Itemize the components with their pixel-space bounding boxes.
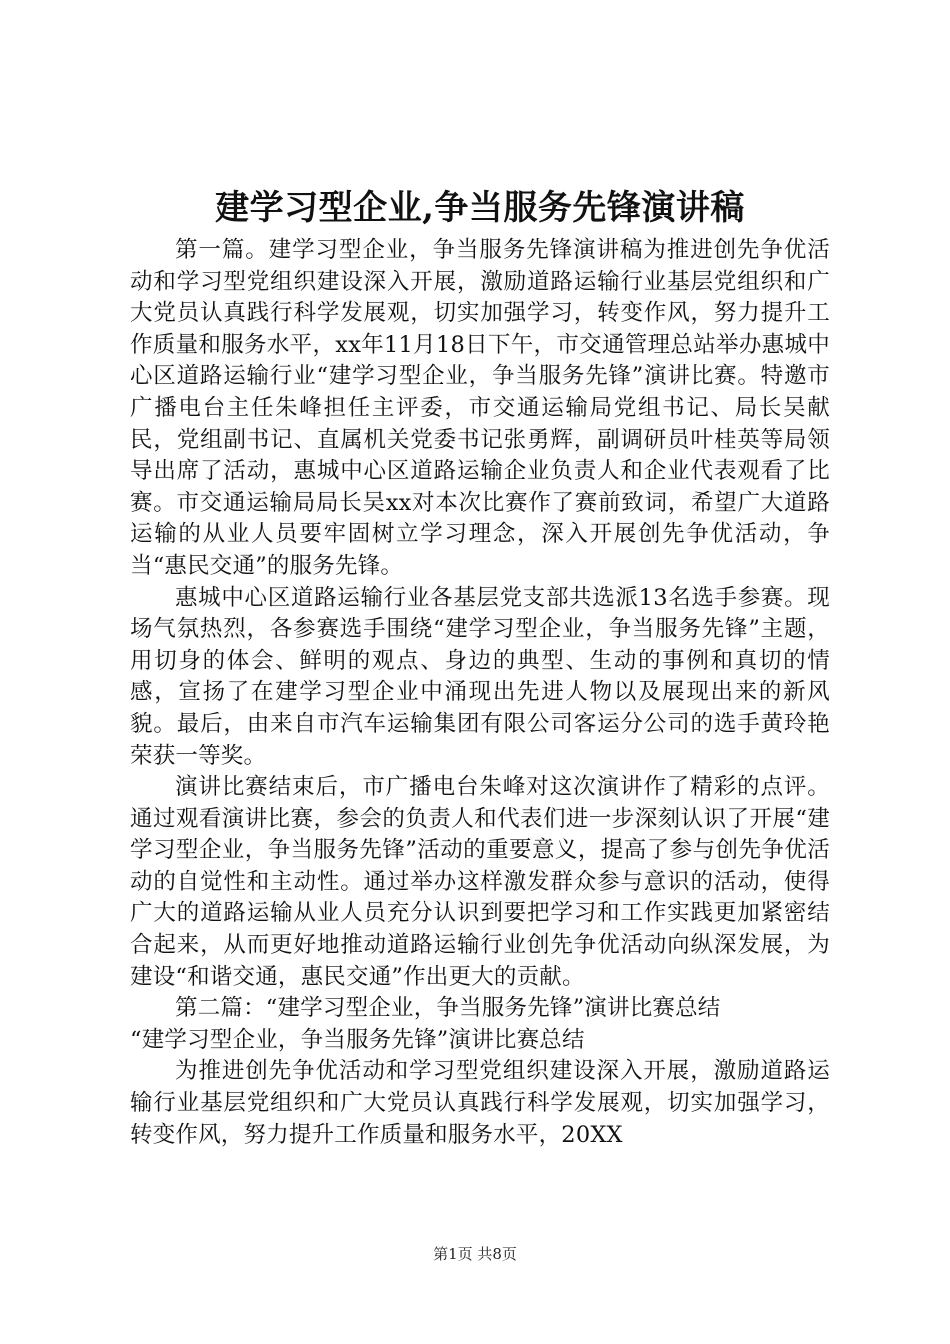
paragraph-1: 第一篇。建学习型企业，争当服务先锋演讲稿为推进创先争优活动和学习型党组织建设深入开展，激励道路运输行业基层党组织和广大党员认真践行科学发展观，切实加强学习，转变作风，努力提升工作质量和服务水平，xx年11月18日下午，市交通管理总站举办惠城中心区道路运输行业“建学习型企业，争当服务先锋”演讲比赛。特邀市广播电台主任朱峰担任主评委，市交通运输局党组书记、局长吴献民，党组副书记、直属机关党委书记张勇辉，副调研员叶桂英等局领导出席了活动，惠城中心区道路运输企业负责人和企业代表观看了比赛。市交通运输局局长吴xx对本次比赛作了赛前致词，希望广大道路运输的从业人员要牢固树立学习理念，深入开展创先争优活动，争当“惠民交通”的服务先锋。 — [130, 237, 830, 579]
paragraph-4: 为推进创先争优活动和学习型党组织建设深入开展，激励道路运输行业基层党组织和广大党员认真践行科学发展观，切实加强学习，转变作风，努力提升工作质量和服务水平，20XX — [130, 1058, 830, 1148]
section-subheading-2: “建学习型企业，争当服务先锋”演讲比赛总结 — [130, 1026, 585, 1053]
document-title: 建学习型企业,争当服务先锋演讲稿 — [215, 188, 745, 228]
section-heading-2: 第二篇：“建学习型企业，争当服务先锋”演讲比赛总结 — [175, 995, 721, 1022]
paragraph-3: 演讲比赛结束后，市广播电台朱峰对这次演讲作了精彩的点评。通过观看演讲比赛，参会的负责人和代表们进一步深刻认识了开展“建学习型企业，争当服务先锋”活动的重要意义，提高了参与创先争优活动的自觉性和主动性。通过举办这样激发群众参与意识的活动，使得广大的道路运输从业人员充分认识到要把学习和工作实践更加紧密结合起来，从而更好地推动道路运输行业创先争优活动向纵深发展，为建设“和谐交通，惠民交通”作出更大的贡献。 — [130, 774, 830, 990]
page-number: 第1页 共8页 — [433, 1245, 517, 1263]
paragraph-2: 惠城中心区道路运输行业各基层党支部共选派13名选手参赛。现场气氛热烈，各参赛选手围绕“建学习型企业，争当服务先锋”主题，用切身的体会、鲜明的观点、身边的典型、生动的事例和真切的情感，宣扬了在建学习型企业中涌现出先进人物以及展现出来的新风貌。最后，由来自市汽车运输集团有限公司客运分公司的选手黄玲艳荣获一等奖。 — [130, 584, 830, 769]
document-body — [130, 235, 830, 1151]
